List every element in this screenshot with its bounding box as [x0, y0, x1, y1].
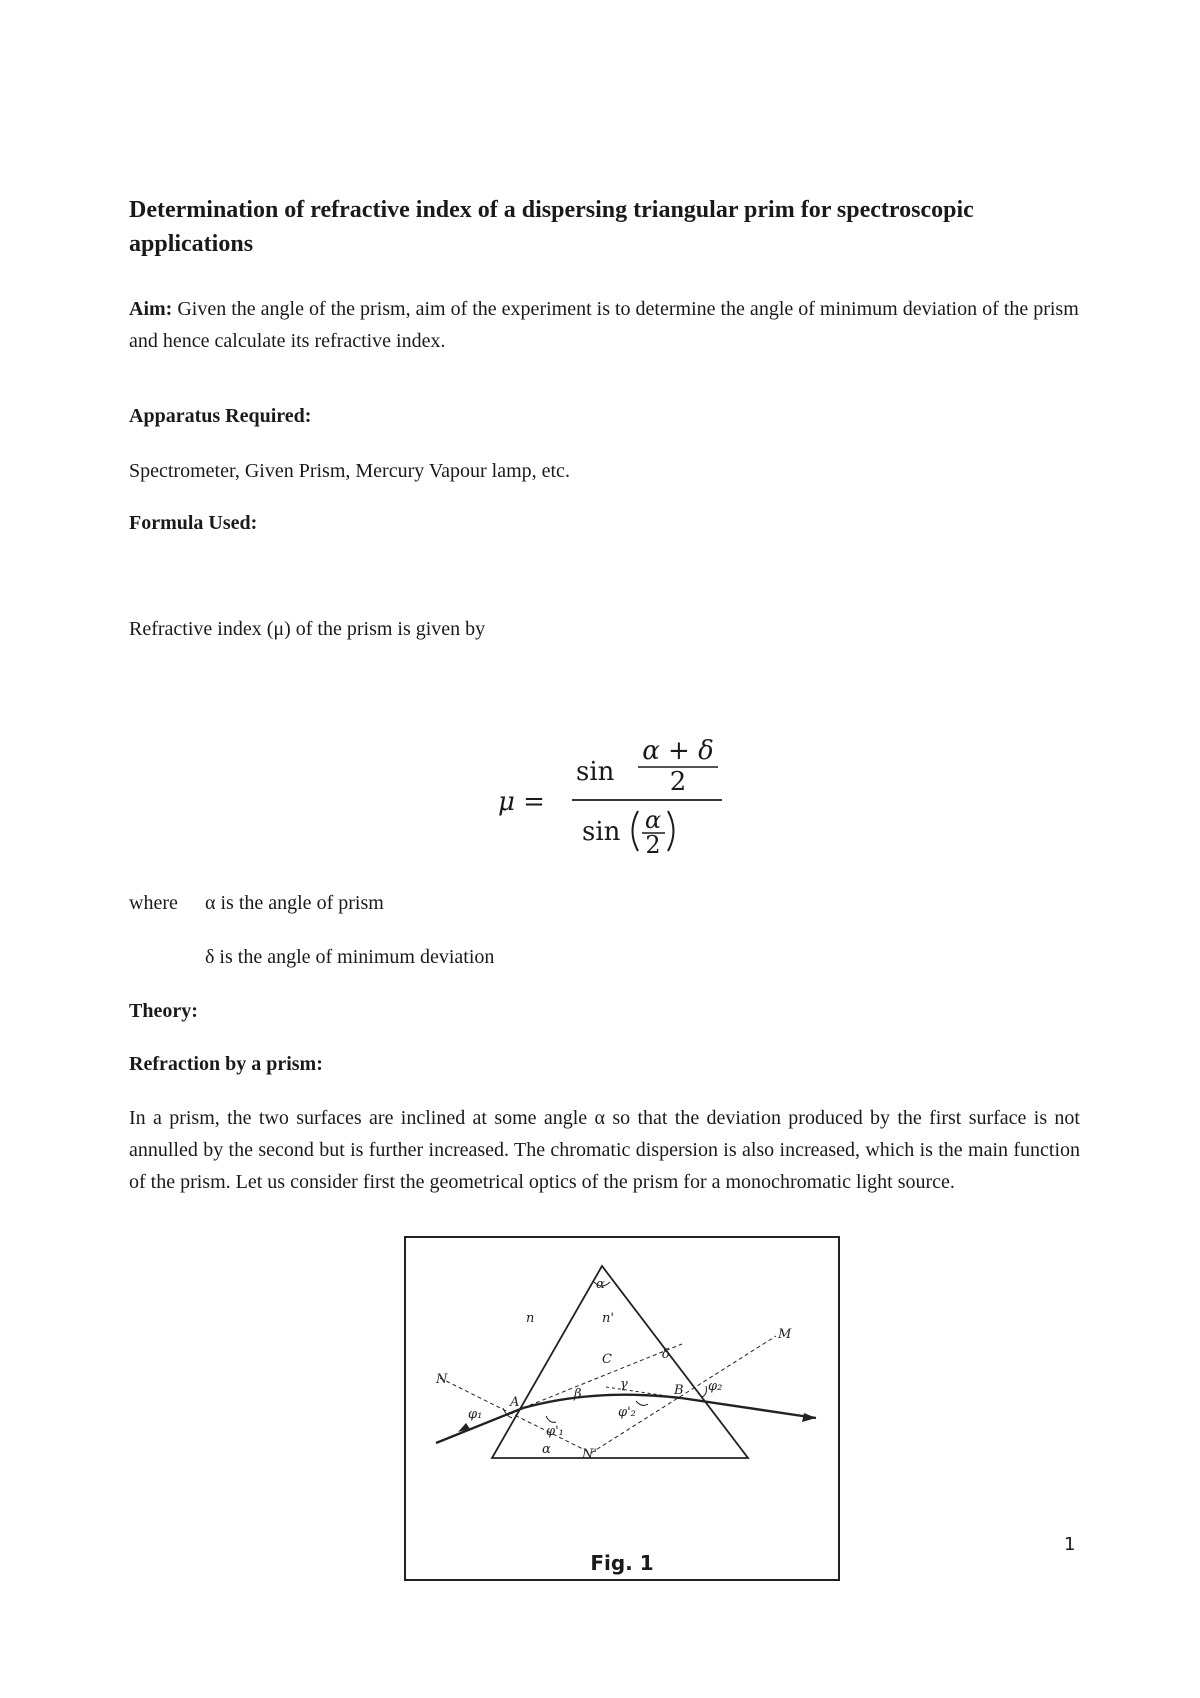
- label-M: M: [778, 1327, 792, 1342]
- apparatus-text: Spectrometer, Given Prism, Mercury Vapour lamp, etc.: [129, 460, 570, 482]
- refracted-ray: [523, 1395, 681, 1408]
- figure-1: [404, 1236, 840, 1581]
- label-beta: β: [574, 1387, 582, 1402]
- label-n-outside: n: [526, 1311, 535, 1326]
- emergent-ray: [681, 1398, 816, 1418]
- label-phi2p: φ'₂: [618, 1405, 636, 1420]
- label-phi1p: φ'₁: [546, 1424, 564, 1439]
- label-C: C: [602, 1352, 612, 1367]
- apparatus-heading: Apparatus Required:: [129, 405, 312, 427]
- where-delta: δ is the angle of minimum deviation: [205, 946, 495, 968]
- refraction-subheading: Refraction by a prism:: [129, 1053, 323, 1075]
- label-N: N: [436, 1372, 448, 1387]
- label-n-inside: n': [602, 1311, 614, 1326]
- label-alpha-top: α: [596, 1277, 605, 1292]
- formula-intro: Refractive index (μ) of the prism is given by: [129, 618, 486, 640]
- label-N-prime: N': [582, 1447, 597, 1462]
- formula-den-frac-bottom: 2: [645, 831, 661, 855]
- prism-triangle: [492, 1266, 748, 1458]
- label-gamma: γ: [620, 1377, 628, 1392]
- phi1p-arc: [546, 1416, 556, 1422]
- label-phi2: φ₂: [708, 1379, 723, 1394]
- label-A: A: [510, 1395, 520, 1410]
- refractive-index-formula: [490, 735, 730, 855]
- formula-num-frac-bottom: 2: [669, 767, 687, 797]
- emergent-arrow-head: [802, 1413, 816, 1422]
- formula-num-frac-top: α + δ: [642, 736, 714, 766]
- figure-caption: Fig. 1: [590, 1551, 654, 1575]
- formula-lhs: μ =: [498, 787, 545, 817]
- formula-num-sin: sin: [576, 757, 615, 787]
- formula-right-paren: [668, 811, 674, 851]
- phi2p-arc: [636, 1401, 648, 1405]
- formula-den-sin: sin: [582, 817, 621, 847]
- label-B: B: [674, 1383, 684, 1398]
- theory-paragraph: In a prism, the two surfaces are inclined at some angle α so that the deviation produced by the first surface is not annulled by the second but is further increased. The chromatic dispersion is also increased, which is the main function of the prism. Let us consider first the geometrical optics of the prism for a monochromatic light source.: [129, 1107, 1080, 1193]
- prism-diagram: [406, 1238, 838, 1538]
- page-number: 1: [1064, 1534, 1076, 1555]
- formula-heading: Formula Used:: [129, 512, 258, 534]
- aim-text: Given the angle of the prism, aim of the experiment is to determine the angle of minimum deviation of the prism and hence calculate its refractive index.: [129, 298, 1079, 352]
- theory-heading: Theory:: [129, 1000, 198, 1022]
- phi2-arc: [702, 1386, 707, 1397]
- where-label: where: [129, 892, 178, 914]
- label-alpha-bottom: α: [542, 1442, 551, 1457]
- label-delta: δ: [662, 1347, 670, 1362]
- aim-paragraph: [129, 293, 1089, 357]
- document-title: Determination of refractive index of a dispersing triangular prim for spectroscopic applications: [129, 197, 974, 257]
- label-phi1: φ₁: [468, 1407, 483, 1422]
- where-alpha: α is the angle of prism: [205, 892, 384, 914]
- formula-left-paren: [633, 811, 639, 851]
- formula-den-frac-top: α: [644, 806, 662, 834]
- aim-label: Aim:: [129, 298, 173, 320]
